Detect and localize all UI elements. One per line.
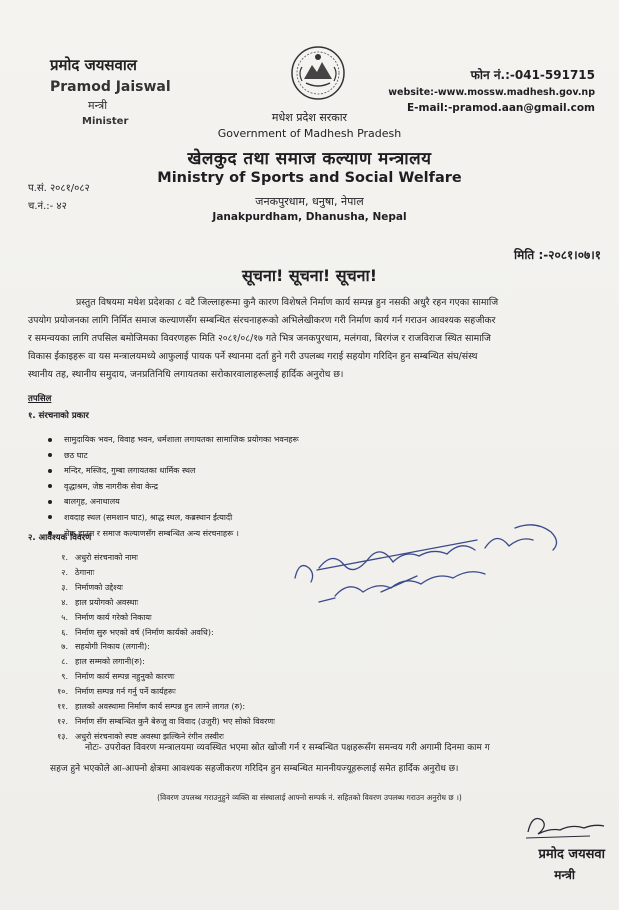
list-item <box>28 581 275 596</box>
ministry-name-nepali: खेलकुद तथा समाज कल्याण मन्त्रालय <box>187 149 432 169</box>
item-number: १३. <box>57 731 68 741</box>
item-number: ४. <box>61 597 68 607</box>
contact-block <box>388 66 595 114</box>
structure-type-list <box>48 432 299 541</box>
nepal-emblem-icon <box>290 45 346 101</box>
notice-title: सूचना! सूचना! सूचना! <box>241 266 378 285</box>
item-number: ८. <box>61 657 68 667</box>
list-item <box>28 626 275 641</box>
section-structure-type-heading: १. संरचनाको प्रकार <box>28 411 89 421</box>
list-item <box>48 432 299 448</box>
signatory-title: मन्त्री <box>554 868 575 882</box>
list-item <box>28 685 275 700</box>
notice-date: मिति :-२०८१।०७।१ <box>514 248 601 262</box>
signature-icon <box>520 810 610 842</box>
bullet-icon <box>48 484 52 488</box>
body-line: उपयोग प्रयोजनका लागि निर्मित समाज कल्याणसँग सम्बन्धित संरचनाहरूको अभिलेखीकरण गरी निर्माण कार्य गर्न गराउन आवश्यक सहजीकर <box>28 315 496 326</box>
handwritten-annotation-icon <box>285 510 575 610</box>
list-item <box>28 700 275 715</box>
website-link[interactable]: website:-www.mossw.madhesh.gov.np <box>388 87 595 98</box>
item-number: ५. <box>61 612 68 622</box>
item-number: १०. <box>57 687 68 697</box>
bullet-icon <box>48 453 52 457</box>
list-item <box>28 566 275 581</box>
list-item <box>48 510 299 526</box>
list-item <box>48 448 299 464</box>
tapasil-heading: तपसिल <box>28 394 52 404</box>
list-item-text: शवदाह स्थल (समशान घाट), श्राद्ध स्थल, कब्रस्थान ईत्यादी <box>64 512 233 522</box>
list-item <box>28 655 275 670</box>
bullet-icon <box>48 500 52 504</box>
item-text: अधुरो संरचनाको नामः <box>75 553 138 562</box>
body-line: विकास ईकाइहरू वा यस मन्त्रालयमध्ये आफुलाई पायक पर्ने स्थानमा दर्ता हुने गरी उपलब्ध गराई सहयोग गरिदिन हुन सम्बन्धित संघ/संस्थ <box>28 351 478 362</box>
item-text: निर्माणको उद्देश्यः <box>75 582 123 592</box>
item-text: निर्माण सम्पन्न गर्न गर्नु पर्ने कार्यहरूः <box>75 687 176 697</box>
list-item-text: सेफ हाउस र समाज कल्याणसँग सम्बन्धित अन्य संरचनाहरू । <box>64 528 239 538</box>
list-item-text: मन्दिर, मस्जिद, गुम्बा लगायतका धार्मिक स्थल <box>64 466 196 476</box>
bullet-icon <box>48 438 52 442</box>
government-name-nepali: मधेश प्रदेश सरकार <box>271 111 348 124</box>
required-details-list <box>28 551 275 745</box>
minister-name-nepali: प्रमोद जयसवाल <box>50 56 137 74</box>
list-item-text: वृद्धाश्रम, जेष्ठ नागरीक सेवा केन्द्र <box>64 481 159 491</box>
item-number: ७. <box>61 642 68 652</box>
item-number: ६. <box>61 627 68 637</box>
list-item <box>48 479 299 495</box>
contact-request-note: (विवरण उपलब्ध गराउनुहुने व्यक्ति वा संस्थालाई आफ्नो सम्पर्क नं. सहितको विवरण उपलब्ध गराउन अनुरोध छ ।) <box>157 793 462 802</box>
minister-title-english: Minister <box>82 116 129 127</box>
list-item <box>28 715 275 730</box>
item-number: २. <box>61 567 68 577</box>
letter-reference-number: प.सं. २०८१/०८२ <box>28 183 90 194</box>
item-text: निर्माण कार्य सम्पन्न नहुनुको कारणः <box>75 672 175 682</box>
bullet-icon <box>48 469 52 473</box>
item-number: ११. <box>57 702 68 712</box>
ministry-name-english: Ministry of Sports and Social Welfare <box>157 170 462 186</box>
list-item-text: बालगृह, अनाथालय <box>64 497 120 507</box>
item-text: अधुरो संरचनाको स्पष्ट अवस्था झल्किने रंगीन तस्वीरः <box>75 731 224 741</box>
item-text: निर्माण सँग सम्बन्धित कुनै बेरुजु वा विवाद (उजुरी) भए सोको विवरणः <box>75 716 275 726</box>
minister-title-nepali: मन्त्री <box>88 99 108 112</box>
phone-number: फोन नं.:-041-591715 <box>470 68 595 82</box>
item-text: निर्माण सुरु भएको वर्ष (निर्माण कार्यको अवधि): <box>75 627 214 637</box>
body-line: र समन्वयका लागि तपसिल बमोजिमका विवरणहरू मिति २०८१/०८/१७ गते भित्र जनकपुरधाम, मलंगवा, बिरगंज र राजविराज स्थित सामाजि <box>28 333 491 344</box>
list-item <box>48 494 299 510</box>
item-text: सहयोगी निकाय (लगानी): <box>75 642 150 652</box>
item-number: ३. <box>61 582 68 592</box>
address-nepali: जनकपुरधाम, धनुषा, नेपाल <box>255 195 364 208</box>
minister-name-english: Pramod Jaiswal <box>50 79 171 95</box>
item-number: १२. <box>57 716 68 726</box>
list-item-text: सामुदायिक भवन, विवाह भवन, धर्मशाला लगायतका सामाजिक प्रयोगका भवनहरू <box>64 435 299 444</box>
item-text: हालको अवस्थामा निर्माण कार्य सम्पन्न हुन लाग्ने लागत (रु): <box>75 702 246 712</box>
government-name-english: Government of Madhesh Pradesh <box>217 127 402 140</box>
address-english: Janakpurdham, Dhanusha, Nepal <box>212 211 407 223</box>
list-item <box>28 596 275 611</box>
item-text: हाल सम्मको लगानी(रु): <box>75 657 145 667</box>
signatory-name: प्रमोद जयसवा <box>538 847 605 862</box>
body-line: स्थानीय तह, स्थानीय समुदाय, जनप्रतिनिधि लगायतका सरोकारवालाहरूलाई हार्दिक अनुरोध छ। <box>28 369 344 380</box>
bullet-icon <box>48 515 52 519</box>
list-item <box>28 670 275 685</box>
item-text: निर्माण कार्य गरेको निकायः <box>75 612 152 622</box>
item-text: हाल प्रयोगको अवस्थाः <box>75 597 139 607</box>
note-line: सहज हुने भएकोले आ-आफ्नो क्षेत्रमा आवश्यक सहजीकरण गरिदिन हुन सम्बन्धित माननीयज्यूहरूलाई समेत हार्दिक अनुरोध छ। <box>50 764 459 774</box>
list-item <box>48 463 299 479</box>
list-item <box>28 640 275 655</box>
list-item <box>28 551 275 566</box>
section-required-details-heading: २. आवश्यक विवरण <box>28 533 92 543</box>
item-text: ठेगानाः <box>75 567 95 577</box>
note-line: नोटः- उपरोक्त विवरण मन्त्रालयमा व्यवस्थित भएमा स्रोत खोजी गर्न र सम्बन्धित पक्षहरूसँग समन्वय गरी अगामी दिनमा काम ग <box>85 743 490 753</box>
item-number: ९. <box>61 672 68 682</box>
list-item <box>28 611 275 626</box>
item-number: १. <box>61 553 68 562</box>
list-item-text: छठ घाट <box>64 450 88 460</box>
body-line: प्रस्तुत विषयमा मधेश प्रदेशका ८ वटै जिल्लाहरूमा कुनै कारण विशेषले निर्माण कार्य सम्पन्न हुन नसकी अधुरै रहन गएका सामाजि <box>76 297 499 308</box>
email-link[interactable]: E-mail:-pramod.aan@gmail.com <box>406 102 595 114</box>
dispatch-number: च.नं.:- ४२ <box>28 201 67 212</box>
